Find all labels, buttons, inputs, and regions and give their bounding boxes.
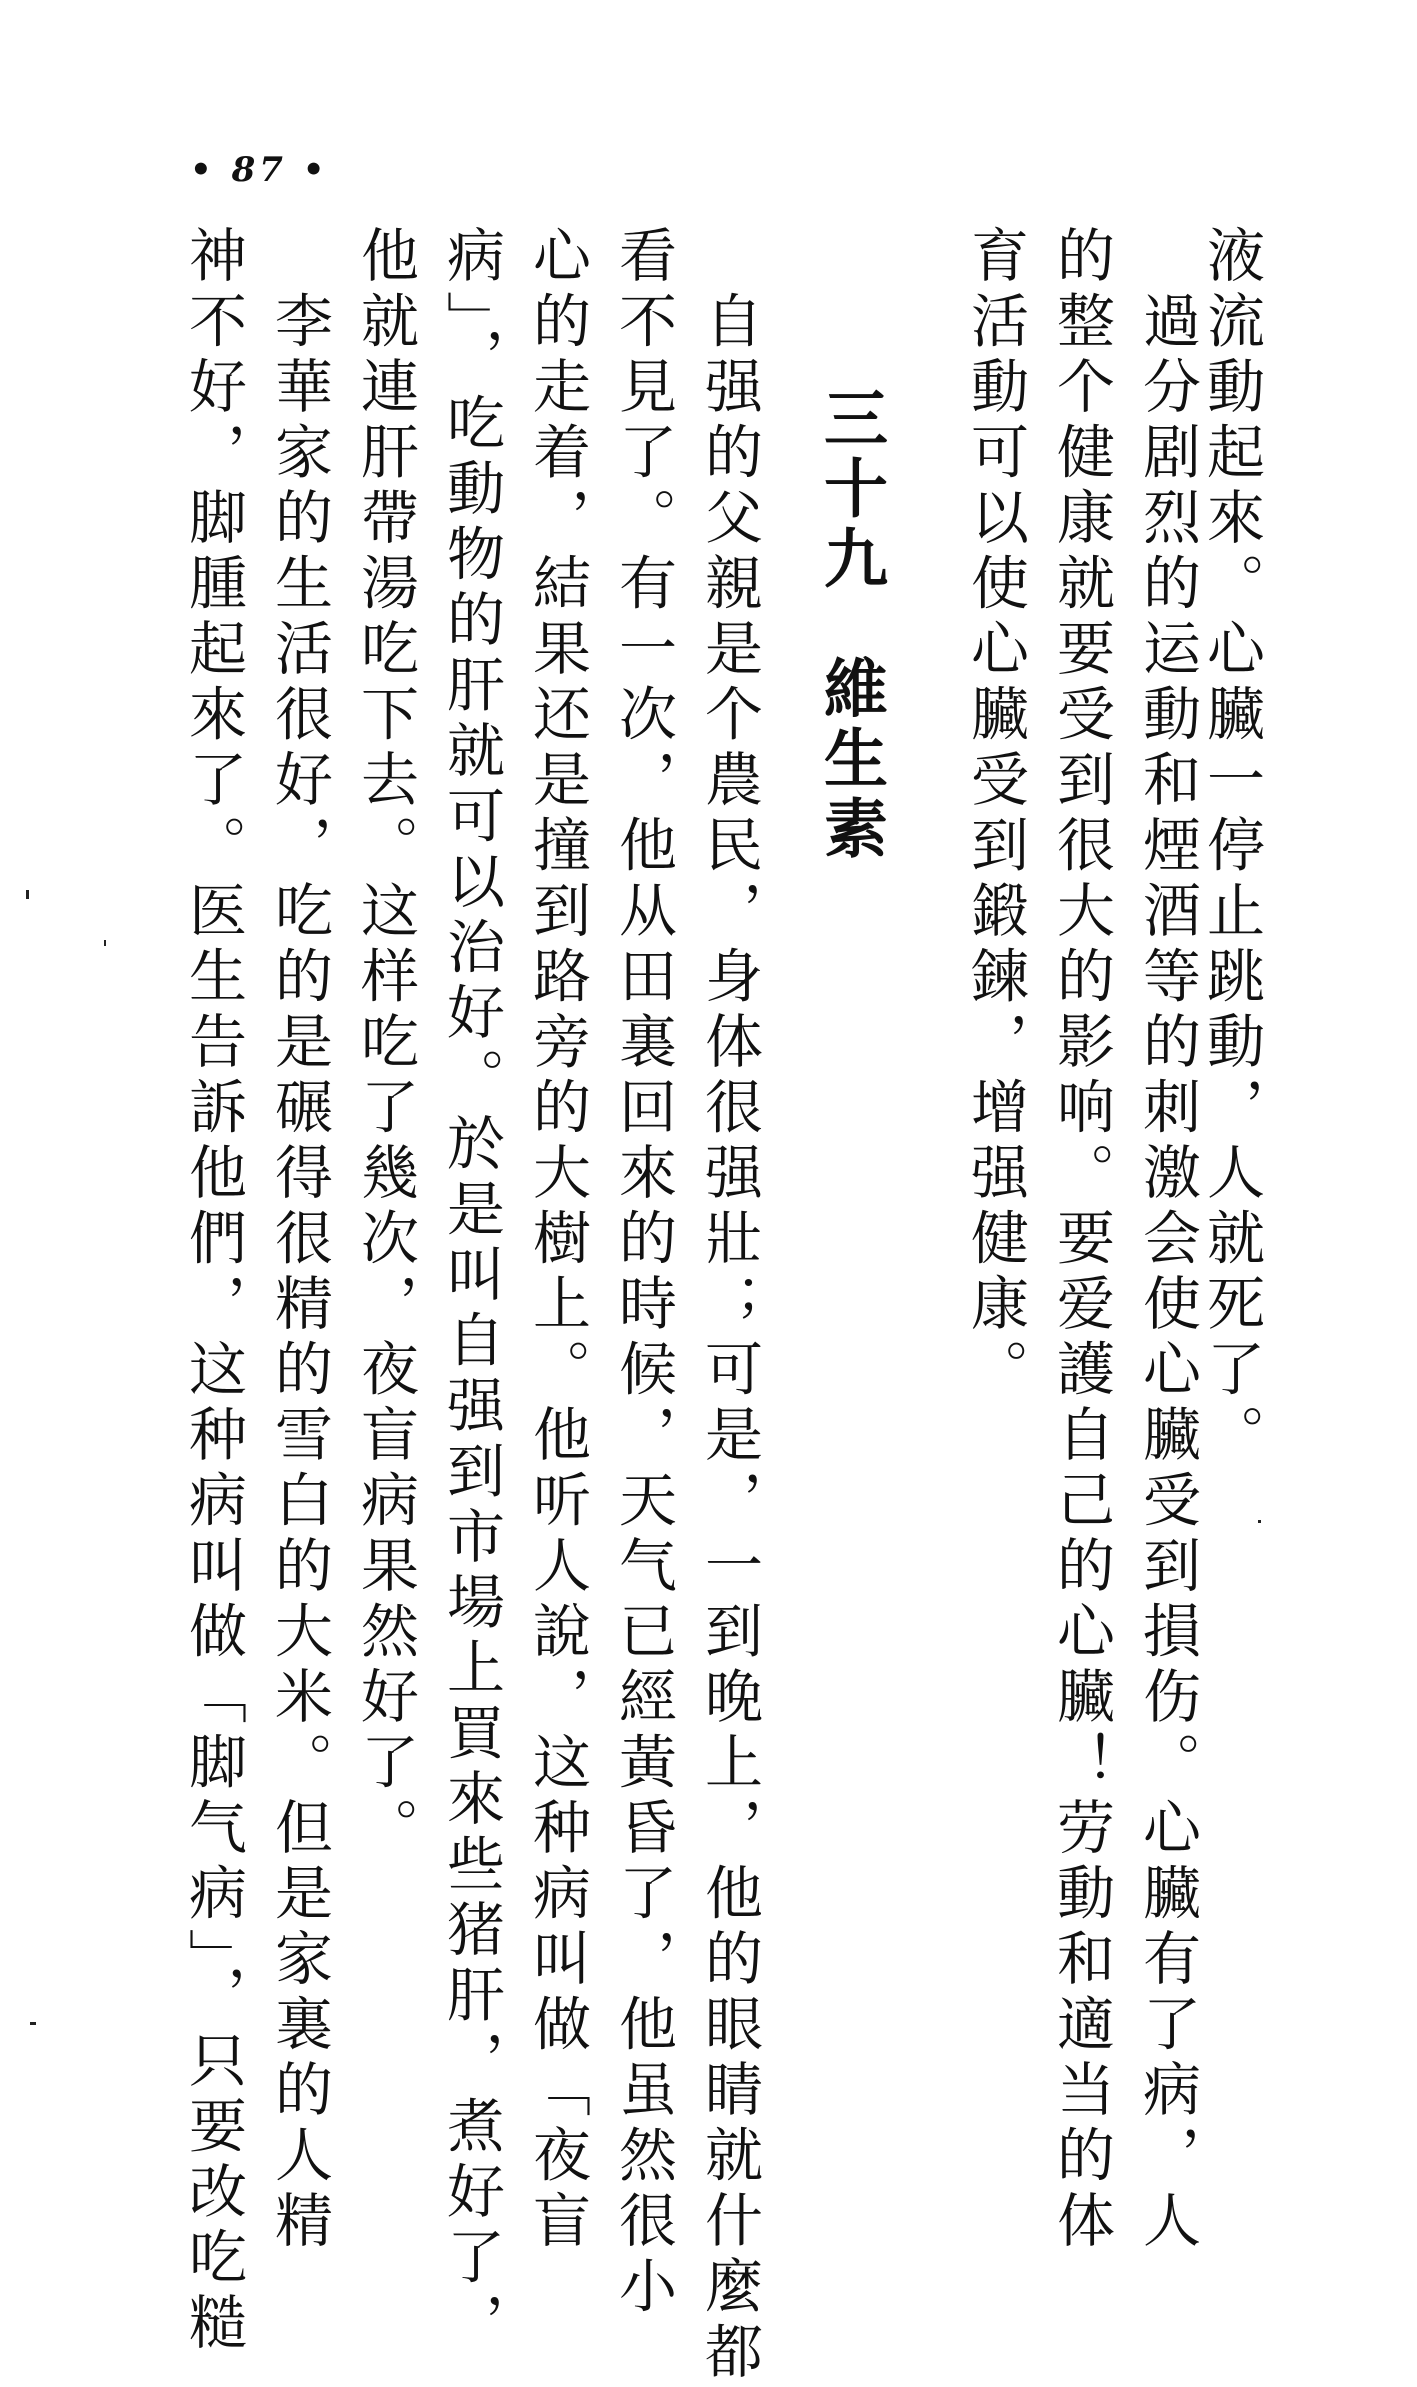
text-column-1: 液流動起來。心臟一停止跳動，人就死了。 [1197, 225, 1265, 1470]
text-column-5: 自强的父親是个農民，身体很强壯；可是，一到晚上，他的眼睛就什麼都 [695, 225, 763, 2387]
text-column-10: 李華家的生活很好，吃的是碾得很精的雪白的大米。但是家裏的人精 [265, 225, 333, 2256]
text-column-4: 育活動可以使心臟受到鍛鍊，增强健康。 [961, 225, 1029, 1404]
text-column-7: 心的走着，結果还是撞到路旁的大樹上。他听人說，这种病叫做「夜盲 [523, 225, 591, 2256]
section-heading [813, 385, 888, 865]
section-number: 三十九 [813, 385, 888, 595]
text-column-6: 看不見了。有一次，他从田裏回來的時候，天气已經黃昏了，他虽然很小 [609, 225, 677, 2321]
text-column-9: 他就連肝帶湯吃下去。这样吃了幾次，夜盲病果然好了。 [351, 225, 419, 1863]
page-number: • 87 • [190, 150, 329, 190]
text-column-3: 的整个健康就要受到很大的影响。要爱護自己的心臟！劳動和適当的体 [1047, 225, 1115, 2256]
text-column-2: 過分剧烈的运動和煙酒等的刺激会使心臟受到損伤。心臟有了病，人 [1133, 225, 1201, 2256]
scan-speck [26, 890, 29, 899]
section-title: 維生素 [813, 655, 888, 865]
scan-speck [30, 2022, 36, 2025]
text-column-8: 病」，吃動物的肝就可以治好。於是叫自强到市場上買來些猪肝，煮好了， [437, 225, 505, 2358]
text-column-11: 神不好，脚腫起來了。医生告訴他們，这种病叫做「脚气病」，只要改吃糙 [179, 225, 247, 2358]
scan-speck [1258, 1520, 1261, 1523]
scan-speck [104, 940, 106, 946]
